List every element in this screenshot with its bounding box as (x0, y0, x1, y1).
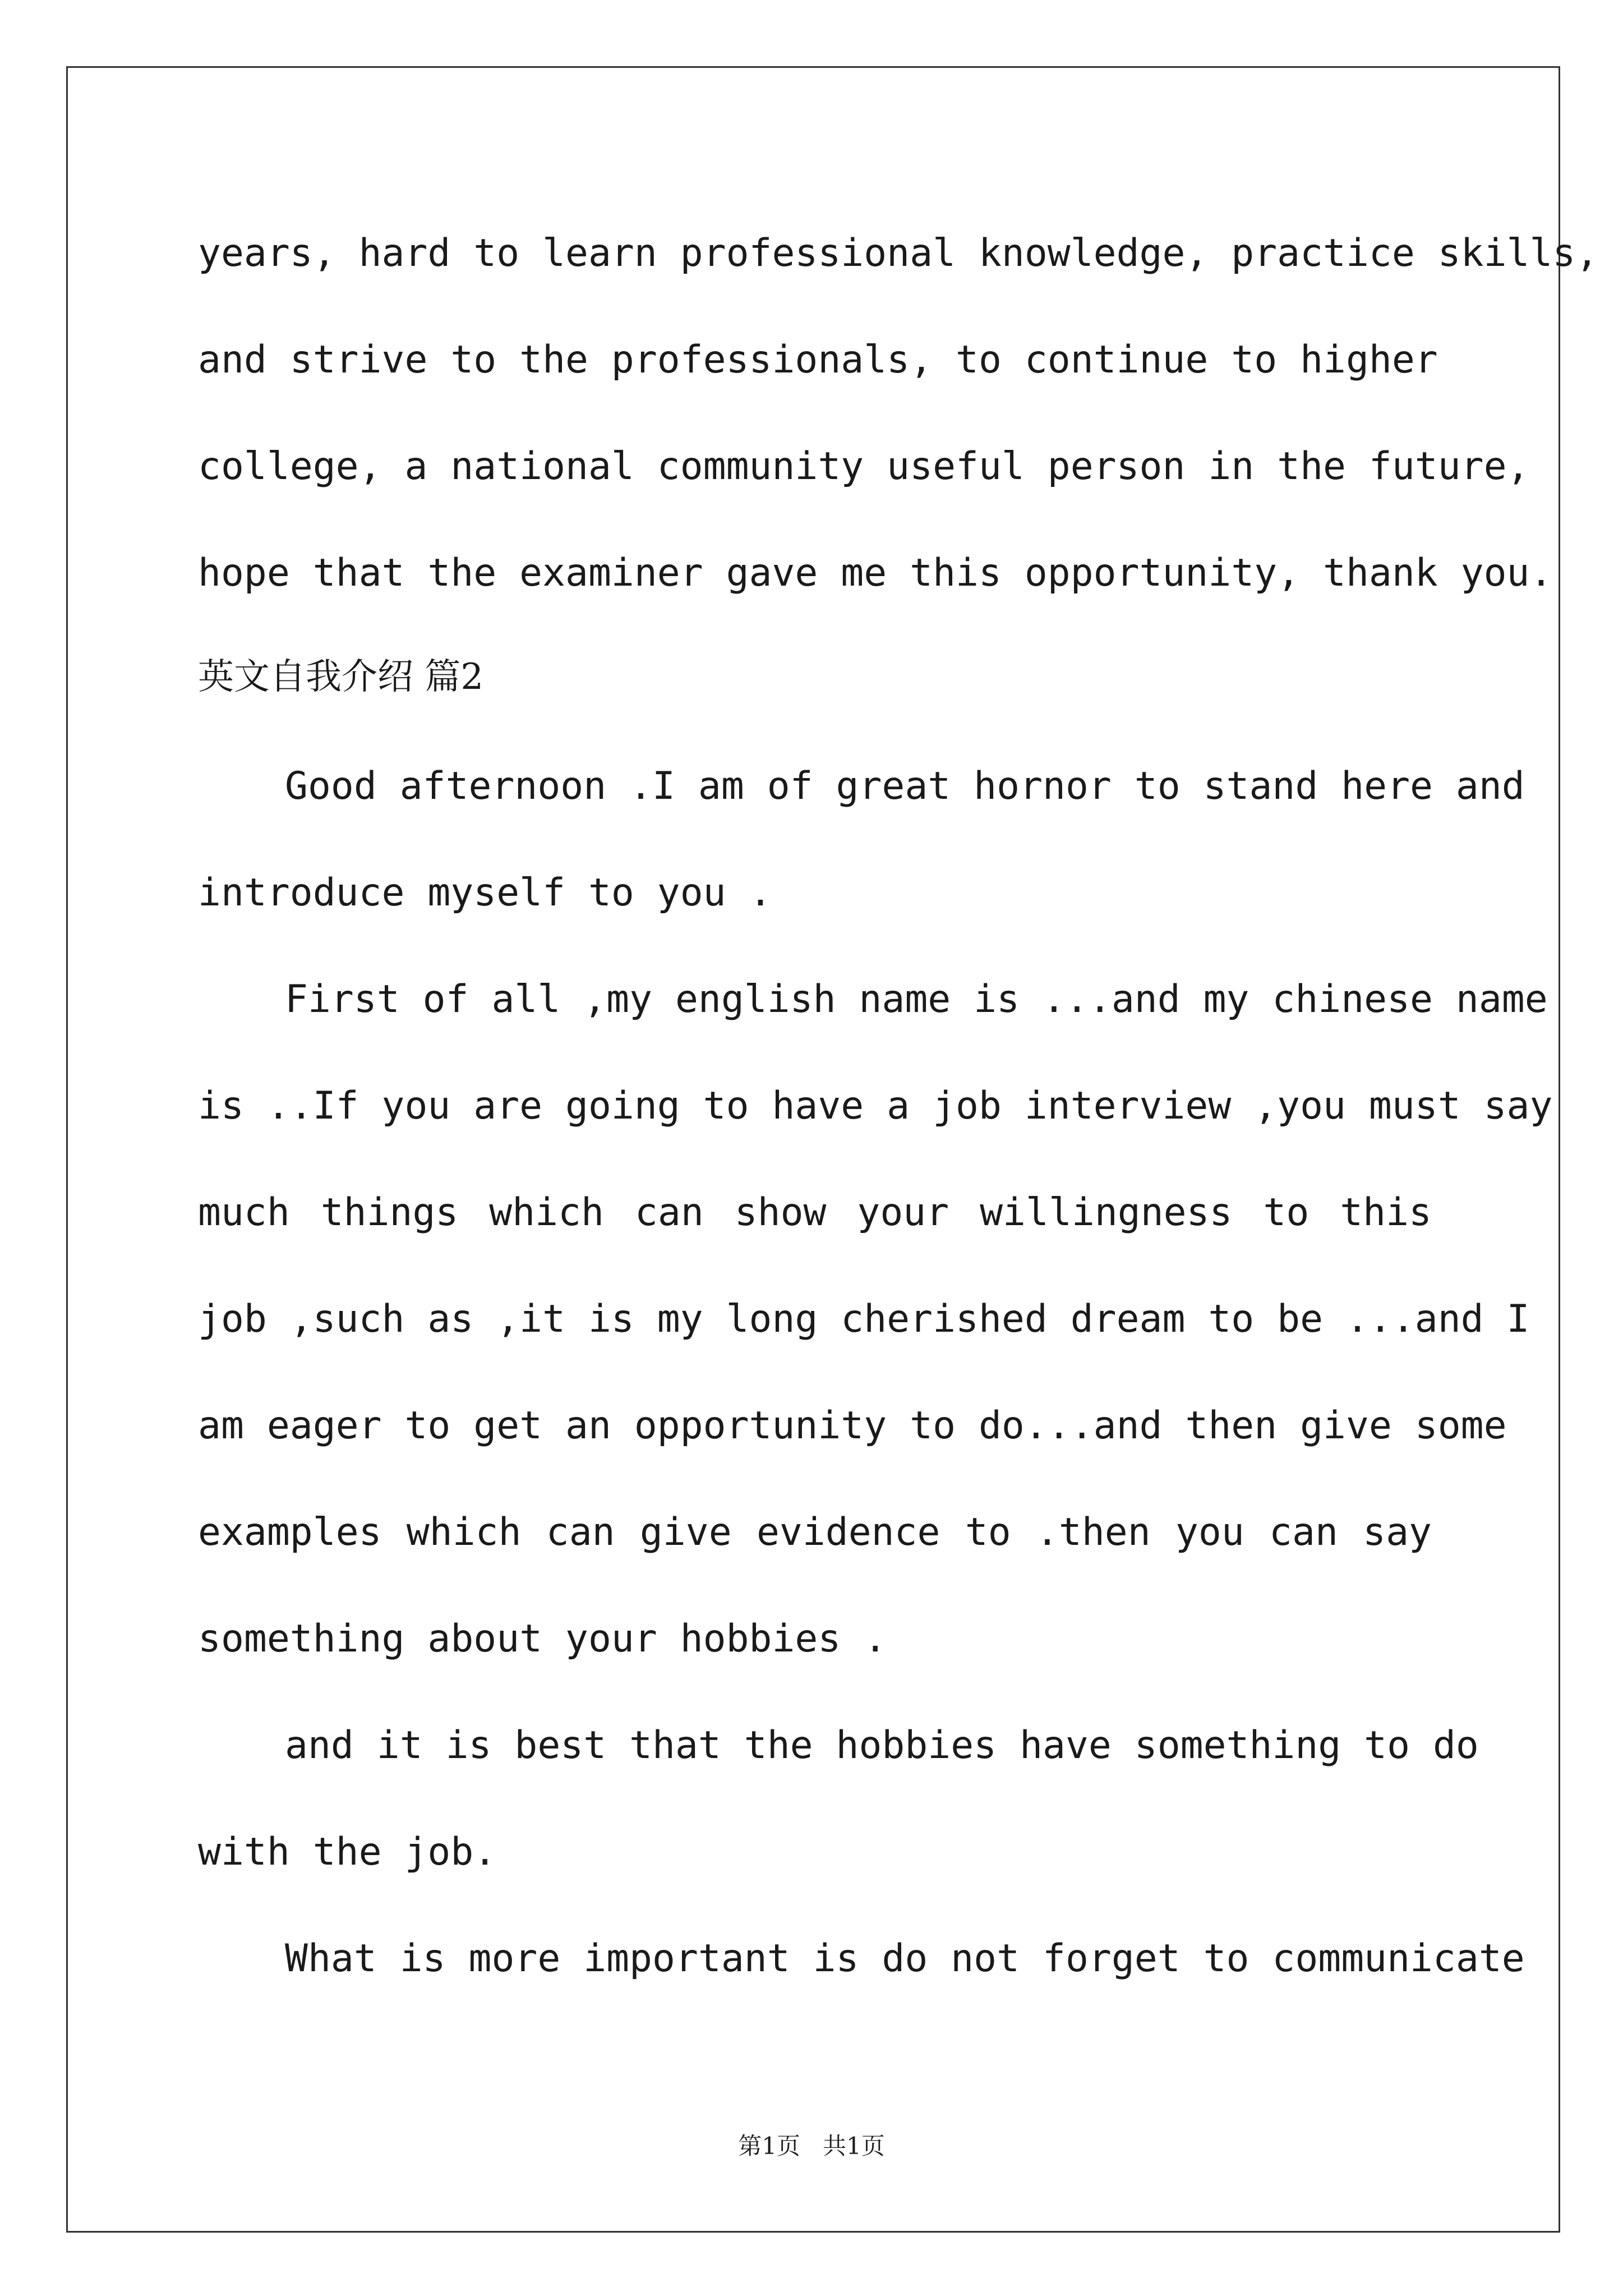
paragraph-line: hope that the examiner gave me this opportunity, thank you. (198, 551, 1553, 595)
paragraph-line: What is more important is do not forget to communicate (285, 1936, 1525, 1981)
section-heading: 英文自我介绍 篇2 (198, 656, 484, 698)
paragraph-line: with the job. (198, 1830, 497, 1874)
paragraph-line: something about your hobbies . (198, 1617, 887, 1661)
paragraph-line: job ,such as ,it is my long cherished dream to be ...and I (198, 1297, 1530, 1341)
paragraph-line: First of all ,my english name is ...and my chinese name (285, 977, 1548, 1022)
paragraph-line: examples which can give evidence to .then you can say (198, 1510, 1432, 1554)
paragraph-line: am eager to get an opportunity to do...and then give some (198, 1404, 1507, 1448)
page-frame (66, 66, 1599, 2233)
paragraph-line: and it is best that the hobbies have something to do (285, 1723, 1479, 1768)
page-footer: 第1页 共1页 (738, 2132, 885, 2160)
paragraph-line: introduce myself to you . (198, 871, 772, 915)
paragraph-line: much things which can show your willingness to this (198, 1190, 1432, 1235)
paragraph-line: and strive to the professionals, to continue to higher (198, 338, 1438, 382)
paragraph-line: Good afternoon .I am of great hornor to stand here and (285, 764, 1525, 808)
paragraph-line: college, a national community useful person in the future, (198, 444, 1530, 489)
paragraph-line: is ..If you are going to have a job interview ,you must say (198, 1084, 1553, 1128)
paragraph-line: years, hard to learn professional knowledge, practice skills, (198, 231, 1599, 275)
